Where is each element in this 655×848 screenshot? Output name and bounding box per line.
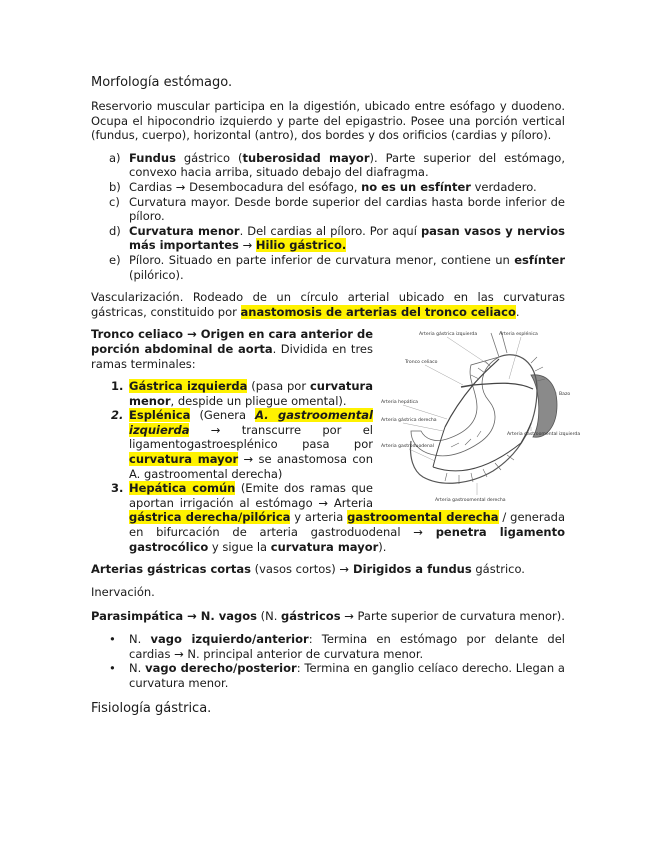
label-arteria-gastroduodenal: Arteria gastroduodenal <box>381 444 435 450</box>
bullet-icon: • <box>109 632 116 646</box>
list-item-curvatura-menor: d) Curvatura menor. Del cardias al píloro. Por aquí pasan vasos y nervios más importantes → Hilio gástrico. <box>109 223 565 253</box>
list-marker: e) <box>109 252 121 267</box>
list-item-gastrica-izquierda: 1. Gástrica izquierda (pasa por curvatura menor, despide un pliegue omental). <box>111 379 373 408</box>
paragraph-parasimpatica: Parasimpática → N. vagos (N. gástricos → Parte superior de curvatura menor). <box>91 609 565 624</box>
list-item-vago-izquierdo: • N. vago izquierdo/anterior: Termina en estómago por delante del cardias → N. principal anterior de curvatura menor. <box>109 632 565 661</box>
paragraph-arterias-cortas: Arterias gástricas cortas (vasos cortos) → Dirigidos a fundus gástrico. <box>91 562 525 577</box>
document-page <box>91 74 581 725</box>
arrow-icon: → <box>174 646 184 661</box>
term-tuberosidad: tuberosidad mayor <box>242 150 370 165</box>
bullet-icon: • <box>109 661 116 676</box>
list-vagos <box>91 632 565 690</box>
label-bazo: Bazo <box>559 392 571 398</box>
heading-morfologia: Morfología estómago. <box>91 75 233 90</box>
term-fundus: Fundus <box>129 150 176 165</box>
label-arteria-hepatica: Arteria hepática <box>381 400 418 406</box>
list-item-piloro: e) Píloro. Situado en parte inferior de curvatura menor, contiene un esfínter (pilórico). <box>109 252 565 282</box>
arrow-icon: → <box>242 238 253 253</box>
list-item-fundus: a) Fundus gástrico (tuberosidad mayor). Parte superior del estómago, convexo hacia arriba, situado debajo del diafragma. <box>109 150 566 180</box>
list-marker: a) <box>109 150 121 165</box>
arrow-icon: → <box>175 179 186 194</box>
highlight-hilio: Hilio gástrico. <box>255 238 347 253</box>
list-item-hepatica-comun: 3. Hepática común (Emite dos ramas que aportan irrigación al estómago → Arteria gástrica derecha/pilórica y arteria gastroomental derecha / generada en bifurcación de arteria gastroduodenal → penetra ligamento gastrocólico y sigue la curvatura mayor). <box>111 481 566 554</box>
heading-fisiologia: Fisiología gástrica. <box>91 701 212 717</box>
arrow-icon: → <box>243 452 254 467</box>
arrow-icon: → <box>318 495 329 510</box>
arrow-icon: → <box>344 609 354 624</box>
list-item-vago-derecho: • N. vago derecho/posterior: Termina en ganglio celíaco derecho. Llegan a curvatura menor. <box>109 661 565 690</box>
arrow-icon: → <box>187 327 197 342</box>
list-marker: b) <box>109 179 121 194</box>
list-item-cardias: b) Cardias → Desembocadura del esófago, no es un esfínter verdadero. <box>109 179 537 194</box>
list-ramas <box>91 379 565 554</box>
list-marker: d) <box>109 223 121 238</box>
list-item-curvatura-mayor: c) Curvatura mayor. Desde borde superior del cardias hasta borde inferior de píloro. <box>109 194 565 224</box>
list-item-esplenica: 2. Esplénica (Genera A. gastroomental izquierda → transcurre por el ligamentogastroesplénico pasa por curvatura mayor → se anastomosa con A. gastroomental derecha) <box>111 408 373 481</box>
label-arteria-esplenica: Arteria esplénica <box>499 332 538 338</box>
list-parts <box>91 151 565 282</box>
label-arteria-gastroomental-derecha: Arteria gastroomental derecha <box>435 498 506 504</box>
arrow-icon: → <box>187 609 197 624</box>
paragraph-tronco-celiaco: Tronco celiaco → Origen en cara anterior de porción abdominal de aorta. Dividida en tres ramas terminales: <box>91 327 373 371</box>
label-arteria-gastrica-derecha: Arteria gástrica derecha <box>381 418 437 424</box>
paragraph-intro: Reservorio muscular participa en la digestión, ubicado entre esófago y duodeno. Ocupa el hipocondrio izquierdo y parte del epigastrio. Posee una porción vertical (fundus, cuerpo), horizontal (antro), dos bordes y dos orificios (cardias y píloro). <box>91 99 565 143</box>
label-tronco-celiaco: Tronco celiaco <box>405 360 438 366</box>
highlight-anastomosis: anastomosis de arterias del tronco celiaco <box>240 304 516 319</box>
label-arteria-gastroomental-izquierda: Arteria gastroomental izquierda <box>507 432 581 438</box>
label-arteria-gastrica-izquierda: Arteria gástrica izquierda <box>419 332 478 338</box>
list-marker: 1. <box>111 379 124 394</box>
list-marker: 2. <box>111 408 124 423</box>
arrow-icon: → <box>339 562 350 577</box>
paragraph-inervacion: Inervación. <box>91 584 155 599</box>
paragraph-vascularizacion: Vascularización. Rodeado de un círculo arterial ubicado en las curvaturas gástricas, constituido por anastomosis de arterias del tronco celiaco. <box>91 290 565 319</box>
list-marker: 3. <box>111 481 124 496</box>
arrow-icon: → <box>210 422 221 437</box>
arrow-icon: → <box>413 525 423 540</box>
list-marker: c) <box>109 194 120 209</box>
